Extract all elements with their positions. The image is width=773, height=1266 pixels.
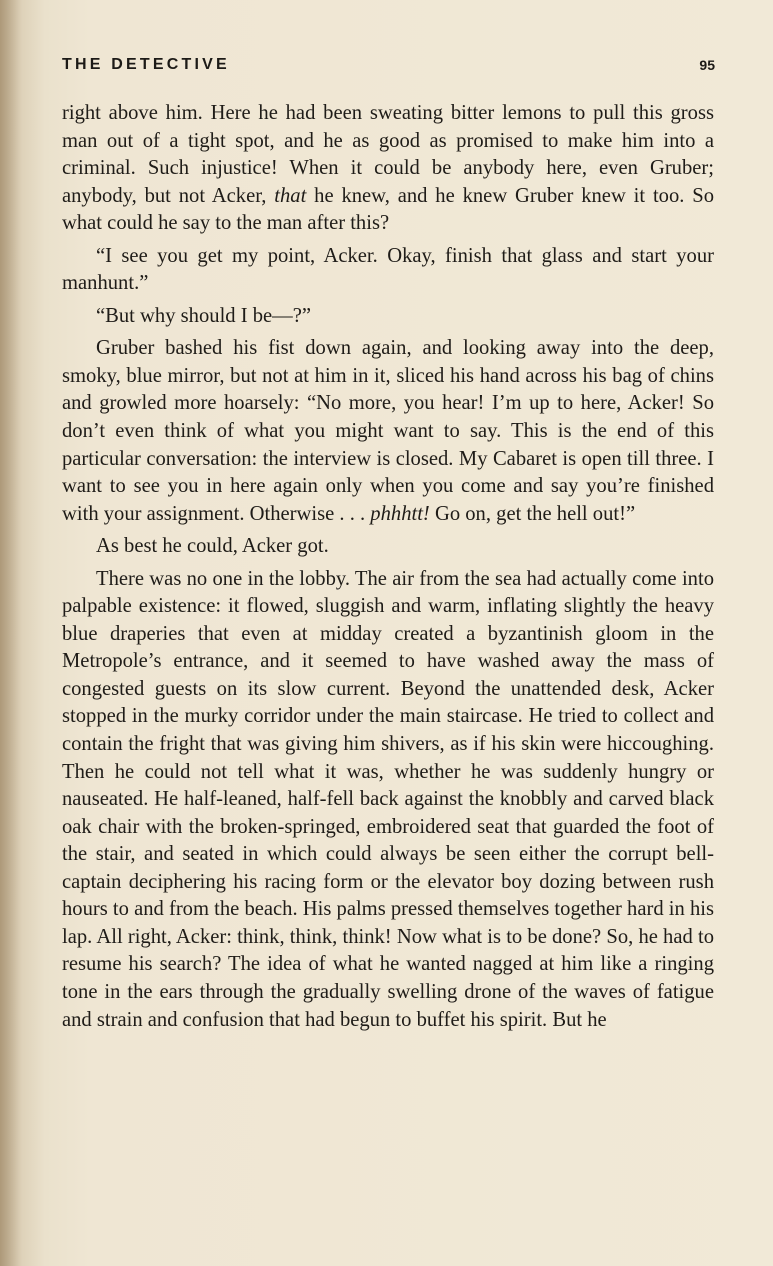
binding-shadow (0, 0, 22, 1266)
paragraph-text-after: he knew, and he knew Gruber knew it too. So what could he say to the man after this? (62, 184, 715, 235)
paragraph-emphasis: that (274, 184, 307, 207)
paragraph-emphasis: phhhtt! (370, 502, 430, 525)
paragraph (62, 100, 714, 238)
paragraph-text: right above him. Here he had been sweating bitter lemons to pull this gross man out of a tight spot, and he as good as promised to make him into a criminal. Such injustice! When it could be anybody here, even Gruber; anybody, but not Acker, (62, 102, 714, 207)
paragraph-text: There was no one in the lobby. The air from the sea had actually come into palpable existence: it flowed, sluggish and warm, inflating slightly the heavy blue draperies that even at midday created a byzantinish gloom in the Metropole’s entrance, and it seemed to have washed away the mass of congested guests on its slow current. Beyond the unattended desk, Acker stopped in the murky corridor under the main staircase. He tried to collect and contain the fright that was giving him shivers, as if his skin were hiccoughing. Then he could not tell what it was, whether he was suddenly hungry or nauseated. He half-leaned, half-fell back against the knobbly and carved black oak chair with the broken-springed, embroidered seat that guarded the foot of the stair, and seated in which could always be seen either the corrupt bell-captain deciphering his racing form or the elevator boy dozing between rush hours to and from the beach. His palms pressed themselves together hard in his lap. All right, Acker: think, think, think! Now what is to be done? So, he had to resume his search? The idea of what he wanted nagged at him like a ringing tone in the ears through the gradually swelling drone of the waves of fatigue and strain and confusion that had begun to buffet his spirit. But he (62, 567, 714, 1031)
paragraph-text: As best he could, Acker got. (96, 535, 329, 558)
page-header (62, 56, 715, 80)
paragraph (62, 243, 714, 298)
paragraph-text: “But why should I be—?” (96, 304, 312, 327)
paragraph (62, 335, 714, 528)
paragraph (62, 533, 714, 561)
paragraph-text: Gruber bashed his fist down again, and looking away into the deep, smoky, blue mirror, but not at him in it, sliced his hand across his bag of chins and growled more hoarsely: “No more, you hear! I’m up to here, Acker! So don’t even think of what you might want to say. This is the end of this particular conversation: the interview is closed. My Cabaret is open till three. I want to see you in here again only when you come and say you’re finished with your assignment. Otherwise . . . (62, 337, 714, 525)
page-number: 95 (699, 57, 715, 73)
page-body (62, 100, 714, 1034)
running-head: THE DETECTIVE (62, 56, 230, 73)
paragraph-text-after: Go on, get the hell out!” (429, 502, 636, 525)
paragraph-text: “I see you get my point, Acker. Okay, finish that glass and start your manhunt.” (62, 244, 714, 295)
paragraph (62, 303, 714, 331)
paragraph (62, 566, 714, 1034)
